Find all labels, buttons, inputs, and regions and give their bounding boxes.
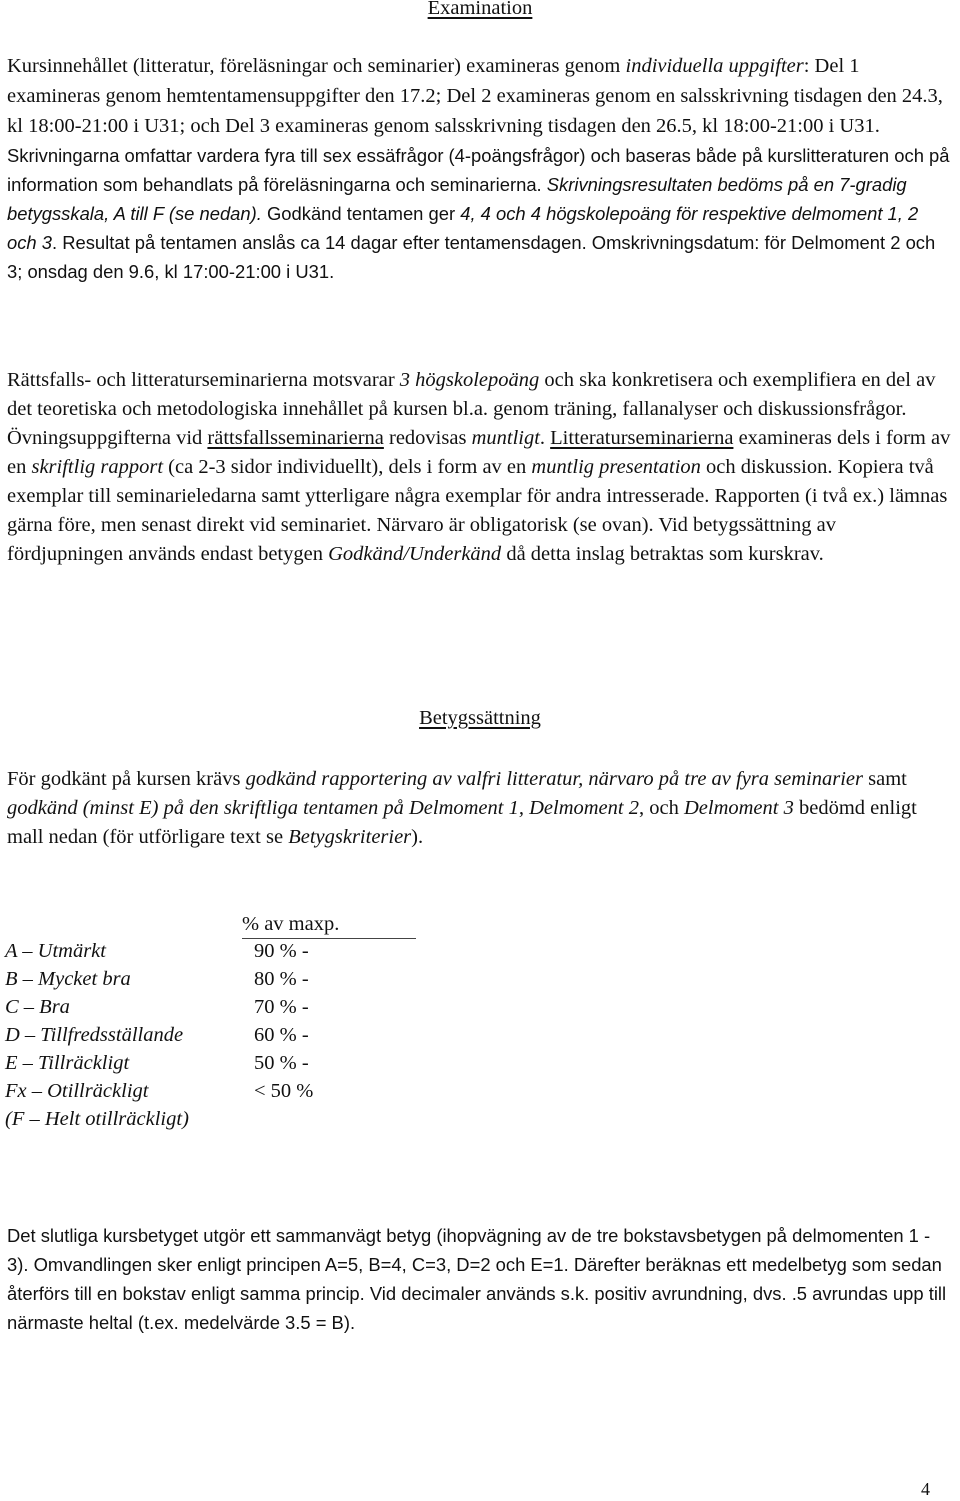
exam-text-credits: 4, 4 och 4 högskolepoäng för respektive delmoment 1, 2 och 3 — [7, 203, 919, 253]
grad-f: godkänd (minst E) på den skriftliga tentamen på Delmoment 1, Delmoment 2 — [7, 797, 639, 819]
grad-h: Delmoment 3 — [683, 797, 794, 819]
grade-label: (F – Helt otillräckligt) — [5, 1108, 189, 1130]
grade-percent: 60 % - — [254, 1024, 309, 1046]
grade-row — [5, 965, 374, 993]
sem-d: rättsfallsseminarierna — [207, 427, 384, 449]
exam-text-3: Skrivningarna omfattar vardera fyra till sex essäfrågor (4-poängsfrågor) och baseras både på kurslitteraturen och på information som behandlats på föreläsningarna och seminarierna. — [7, 145, 950, 195]
sem-f: muntligt — [471, 427, 540, 449]
sem-j: skriftlig rapport — [31, 456, 164, 478]
page-number: 4 — [921, 1479, 930, 1499]
grade-percent: 90 % - — [254, 940, 309, 962]
sem-h: Litteraturseminarierna — [550, 427, 734, 449]
grading-heading: Betygssättning — [419, 707, 541, 729]
sem-c: och ska konkretisera och exemplifiera en del av det teoretiska och metodologiska innehållet på kursen bl.a. genom träning, fallanalyser och diskussionsfrågor. Övningsuppgifterna vid — [7, 369, 936, 449]
grad-g: , och — [638, 797, 684, 819]
grade-percent: 70 % - — [254, 996, 309, 1018]
final-grade-paragraph: Det slutliga kursbetyget utgör ett sammanvägt betyg (ihopvägning av de tre bokstavsbetygen på delmomenten 1 - 3). Omvandlingen sker enligt principen A=5, B=4, C=3, D=2 och E=1. Därefter beräknas ett medelbetyg som sedan återförs till en bokstav enligt samma princip. Vid decimaler används s.k. positiv avrundning, dvs. .5 avrundas upp till närmaste heltal (t.ex. medelvärde 3.5 = B). — [7, 1225, 947, 1333]
sem-i: examineras dels i form av en — [7, 427, 951, 478]
grad-c: , — [578, 768, 589, 790]
grad-a: För godkänt på kursen krävs — [7, 768, 246, 790]
sem-e: redovisas — [383, 427, 472, 449]
grade-label: B – Mycket bra — [5, 968, 131, 990]
exam-text-individual-tasks: individuella uppgifter — [625, 55, 804, 77]
grade-row — [5, 1049, 374, 1077]
examination-heading: Examination — [427, 0, 533, 19]
grade-percent: 80 % - — [254, 968, 309, 990]
exam-text-4: Godkänd tentamen ger — [261, 203, 461, 224]
seminar-paragraph — [7, 366, 952, 569]
grad-e: samt — [863, 768, 907, 790]
grade-row — [5, 993, 374, 1021]
grad-b: godkänd rapportering av valfri litteratur — [245, 768, 579, 790]
grade-table-header: % av maxp. — [242, 910, 416, 939]
sem-l: muntlig presentation — [531, 456, 701, 478]
sem-g: . — [539, 427, 551, 449]
grade-row — [5, 1105, 374, 1133]
grade-row — [5, 1021, 374, 1049]
grade-label: Fx – Otillräckligt — [5, 1080, 149, 1102]
exam-text-2: : Del 1 examineras genom hemtentamensuppgifter den 17.2; Del 2 examineras genom en salsskrivning tisdagen den 24.3, kl 18:00-21:00 i U31; och Del 3 examineras genom salsskrivning tisdagen den 26.5, kl 18:00-21:00 i U31. — [7, 55, 943, 137]
sem-a: Rättsfalls- och litteraturseminarierna motsvarar — [7, 369, 400, 391]
examination-paragraph — [7, 51, 952, 286]
exam-text-5: . Resultat på tentamen anslås ca 14 dagar efter tentamensdagen. Omskrivningsdatum: för Delmoment 2 och 3; onsdag den 9.6, kl 17:00-21:00 i U31. — [7, 232, 936, 282]
sem-m: och diskussion. Kopiera två exemplar till seminarieledarna samt ytterligare några exemplar för andra intresserade. Rapporten (i två ex.) lämnas gärna före, men senast direkt vid seminariet. Närvaro är obligatorisk (se ovan). Vid betygssättning av fördjupningen används endast betygen — [7, 456, 948, 565]
grade-label: D – Tillfredsställande — [5, 1024, 184, 1046]
grade-row — [5, 1077, 374, 1105]
grade-label: C – Bra — [5, 996, 70, 1018]
grade-percent: < 50 % — [254, 1080, 314, 1102]
sem-o: då detta inslag betraktas som kurskrav. — [501, 543, 824, 565]
grad-k: ). — [411, 826, 424, 848]
grad-j: Betygskriterier — [288, 826, 412, 848]
sem-k: (ca 2-3 sidor individuellt), dels i form av en — [163, 456, 532, 478]
grade-label: E – Tillräckligt — [5, 1052, 130, 1074]
grade-label: A – Utmärkt — [5, 940, 106, 962]
sem-n: Godkänd/Underkänd — [328, 543, 502, 565]
grad-i: bedömd enligt mall nedan (för utförligare text se — [7, 797, 917, 848]
grade-row — [5, 937, 374, 965]
grad-d: närvaro på tre av fyra seminarier — [588, 768, 863, 790]
sem-b: 3 högskolepoäng — [399, 369, 540, 391]
grading-paragraph — [7, 765, 952, 852]
exam-text-scale: Skrivningsresultaten bedöms på en 7-gradig betygsskala, A till F (se nedan). — [7, 174, 907, 224]
exam-text-1: Kursinnehållet (litteratur, föreläsningar och seminarier) examineras genom — [7, 55, 626, 77]
grade-percent: 50 % - — [254, 1052, 309, 1074]
